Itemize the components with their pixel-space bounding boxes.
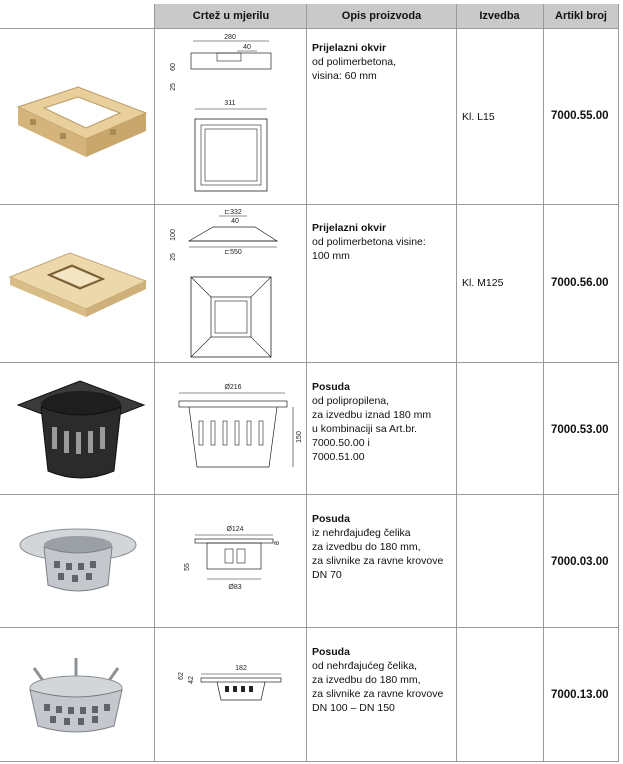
product-description — [312, 512, 454, 582]
description-line: iz nehrđajuđeg čelika — [312, 527, 411, 539]
header-description: Opis proizvoda — [307, 4, 456, 28]
dimension-label: ⊏550 — [224, 249, 242, 256]
product-title: Posuda — [312, 646, 350, 658]
grid-line — [618, 4, 619, 762]
dimension-label: 100 — [170, 229, 177, 241]
product-description — [312, 221, 454, 263]
product-title: Posuda — [312, 381, 350, 393]
grid-line — [543, 4, 544, 762]
dimension-label: 40 — [231, 218, 239, 225]
header-version: Izvedba — [456, 4, 543, 28]
description-line: za slivnike za ravne krovove — [312, 688, 444, 700]
description-line: DN 70 — [312, 569, 342, 581]
dimension-label: 25 — [170, 253, 177, 261]
description-line: od polimerbetona visine: — [312, 236, 426, 248]
product-photo-steel-basket-dn100 — [0, 628, 154, 761]
product-description — [312, 41, 454, 83]
technical-drawing-steel-basket-dn70 — [155, 495, 306, 627]
product-photo-pp-basket — [0, 363, 154, 494]
article-number: 7000.13.00 — [551, 689, 609, 701]
description-line: 100 mm — [312, 250, 350, 262]
grid-line — [0, 761, 619, 762]
product-version: Kl. L15 — [462, 111, 495, 123]
dimension-label: ⊏332 — [224, 209, 242, 216]
product-title: Posuda — [312, 513, 350, 525]
description-line: za izvedbu do 180 mm, — [312, 541, 421, 553]
dimension-label: Ø83 — [228, 584, 242, 591]
description-line: od polipropilena, — [312, 395, 390, 407]
dimension-label: 182 — [235, 665, 247, 672]
product-photo-steel-basket-dn70 — [0, 495, 154, 627]
product-title: Prijelazni okvir — [312, 42, 387, 54]
grid-line — [456, 4, 457, 762]
header-article: Artikl broj — [543, 4, 619, 28]
dimension-label: 42 — [188, 676, 195, 684]
product-title: Prijelazni okvir — [312, 222, 387, 234]
dimension-label: 40 — [243, 44, 251, 51]
article-number: 7000.56.00 — [551, 277, 609, 289]
dimension-label: 62 — [178, 672, 185, 680]
header-drawing: Crtež u mjerilu — [155, 4, 307, 28]
product-description — [312, 380, 454, 464]
description-line: 7000.50.00 i — [312, 437, 370, 449]
product-photo-frame-100 — [0, 205, 154, 362]
dimension-label: 8 — [274, 541, 281, 545]
dimension-label: 311 — [224, 100, 236, 107]
description-line: od nehrđajućeg čelika, — [312, 660, 418, 672]
dimension-label: Ø216 — [224, 384, 242, 391]
description-line: za izvedbu do 180 mm, — [312, 674, 421, 686]
technical-drawing-frame-60 — [155, 29, 306, 204]
description-line: od polimerbetona, — [312, 56, 397, 68]
description-line: visina: 60 mm — [312, 70, 377, 82]
article-number: 7000.55.00 — [551, 110, 609, 122]
description-line: za slivnike za ravne krovove — [312, 555, 444, 567]
description-line: DN 100 – DN 150 — [312, 702, 395, 714]
dimension-label: 25 — [170, 83, 177, 91]
technical-drawing-steel-basket-dn100 — [155, 628, 306, 761]
product-photo-frame-60 — [0, 29, 154, 204]
article-number: 7000.03.00 — [551, 556, 609, 568]
description-line: za izvedbu iznad 180 mm — [312, 409, 432, 421]
product-version: Kl. M125 — [462, 277, 504, 289]
technical-drawing-pp-basket — [155, 363, 306, 494]
dimension-label: Ø124 — [226, 526, 244, 533]
dimension-label: 280 — [224, 34, 236, 41]
grid-line — [306, 4, 307, 762]
technical-drawing-frame-100 — [155, 205, 306, 362]
dimension-label: 150 — [296, 431, 303, 443]
description-line: u kombinaciji sa Art.br. — [312, 423, 418, 435]
product-description — [312, 645, 454, 715]
dimension-label: 60 — [170, 63, 177, 71]
description-line: 7000.51.00 — [312, 451, 365, 463]
article-number: 7000.53.00 — [551, 424, 609, 436]
dimension-label: 55 — [184, 563, 191, 571]
